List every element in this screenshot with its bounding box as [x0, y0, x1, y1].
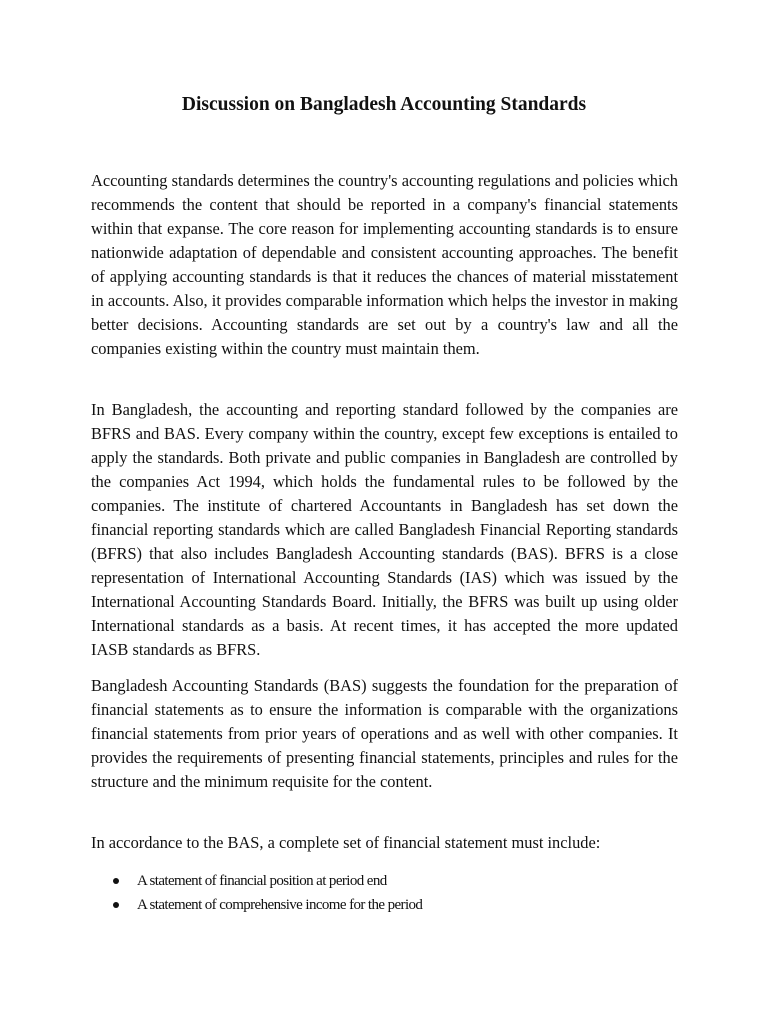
financial-statement-list: [110, 869, 422, 917]
paragraph-accounting-standards-intro: Accounting standards determines the country's accounting regulations and policies which recommends the content that should be reported in a company's financial statements within that expanse. The core reason for implementing accounting standards is to ensure nationwide adaptation of dependable and consistent accounting approaches. The benefit of applying accounting standards is that it reduces the chances of material misstatement in accounts. Also, it provides comparable information which helps the investor in making better decisions. Accounting standards are set out by a country's law and all the companies existing within the country must maintain them.: [91, 171, 678, 358]
page-title: Discussion on Bangladesh Accounting Standards: [181, 94, 587, 115]
list-item: [110, 893, 422, 917]
paragraph-bas-requirements: In accordance to the BAS, a complete set of financial statement must include:: [91, 833, 601, 852]
bullet-icon: [113, 902, 119, 908]
paragraph-bangladesh-standards: In Bangladesh, the accounting and reporting standard followed by the companies are BFRS and BAS. Every company within the country, except few exceptions is entailed to apply the standards. Both private and public companies in Bangladesh are controlled by the companies Act 1994, which holds the fundamental rules to be followed by the companies. The institute of chartered Accountants in Bangladesh has set down the financial reporting standards which are called Bangladesh Financial Reporting standards (BFRS) that also includes Bangladesh Accounting standards (BAS). BFRS is a close representation of International Accounting Standards (IAS) which was issued by the International Accounting Standards Board. Initially, the BFRS was built up using older International standards as a basis. At recent times, it has accepted the more updated IASB standards as BFRS.: [91, 400, 678, 659]
bullet-icon: [113, 878, 119, 884]
list-item: [110, 869, 422, 893]
list-item-text: A statement of financial position at period end: [137, 873, 387, 889]
paragraph-bas-foundation: Bangladesh Accounting Standards (BAS) suggests the foundation for the preparation of financial statements as to ensure the information is comparable with the organizations financial statements from prior years of operations and as well with other companies. It provides the requirements of presenting financial statements, principles and rules for the structure and the minimum requisite for the content.: [91, 676, 678, 791]
list-item-text: A statement of comprehensive income for the period: [137, 897, 423, 913]
